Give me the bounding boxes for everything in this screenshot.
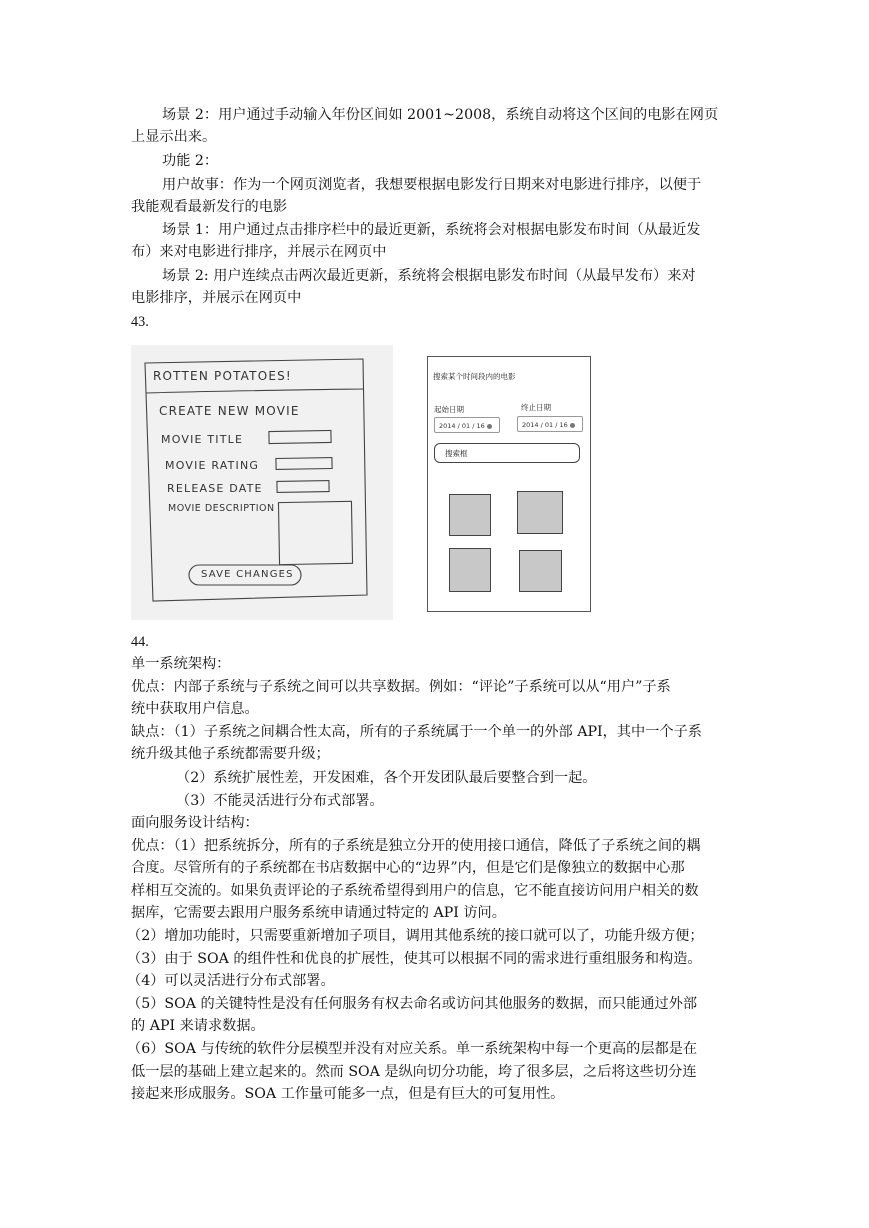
end-date-field[interactable]	[517, 416, 583, 432]
paragraph: 用户故事：作为一个网页浏览者，我想要根据电影发行日期来对电影进行排序，以便于	[162, 177, 702, 193]
end-date-value: 2014 / 01 / 16	[522, 421, 568, 429]
movie-thumbnail[interactable]	[449, 494, 491, 536]
sketch-field-label: MOVIE TITLE	[161, 433, 244, 446]
paragraph: 样相互交流的。如果负责评论的子系统希望得到用户的信息，它不能直接访问用户相关的数	[131, 883, 699, 899]
paragraph: （3）由于 SOA 的组件性和优良的扩展性，使其可以根据不同的需求进行重组服务和构造。	[127, 951, 702, 967]
mockup-title: 搜索某个时间段内的电影	[433, 372, 516, 381]
paragraph: 上显示出来。	[131, 129, 217, 145]
paragraph: 场景 1：用户通过点击排序栏中的最近更新，系统将会对根据电影发布时间（从最近发	[162, 222, 701, 238]
movie-thumbnail[interactable]	[517, 491, 563, 534]
clear-icon	[487, 424, 492, 429]
sketch-field-label: MOVIE RATING	[165, 459, 260, 472]
paragraph: 合度。尽管所有的子系统都在书店数据中心的“边界”内，但是它们是像独立的数据中心那	[131, 860, 685, 876]
sketch-heading: CREATE NEW MOVIE	[159, 404, 300, 418]
paragraph: （2）增加功能时，只需要重新增加子项目，调用其他系统的接口就可以了，功能升级方便；	[127, 928, 704, 944]
paragraph: 统中获取用户信息。	[131, 701, 259, 717]
start-date-label: 起始日期	[434, 405, 464, 414]
paragraph: 我能观看最新发行的电影	[131, 199, 288, 215]
paragraph: 统升级其他子系统都需要升级；	[131, 746, 330, 762]
hand-sketch-figure	[131, 345, 393, 620]
paragraph: 布）来对电影进行排序，并展示在网页中	[131, 244, 387, 260]
item-number: 43.	[131, 314, 149, 330]
paragraph: 功能 2：	[162, 153, 219, 169]
sketch-field-label: MOVIE DESCRIPTION	[168, 503, 275, 514]
section-heading: 面向服务设计结构：	[131, 815, 259, 831]
clear-icon	[570, 423, 575, 428]
search-mockup-figure	[427, 356, 591, 612]
paragraph: 缺点：（1）子系统之间耦合性太高，所有的子系统属于一个单一的外部 API，其中一个子系	[131, 724, 702, 740]
section-heading: 单一系统架构：	[131, 656, 231, 672]
paragraph: （5）SOA 的关键特性是没有任何服务有权去命名或访问其他服务的数据，而只能通过外部	[127, 996, 698, 1012]
sketch-save-label: SAVE CHANGES	[201, 569, 294, 580]
paragraph: 的 API 来请求数据。	[131, 1018, 265, 1034]
search-box[interactable]: 搜索框	[434, 443, 580, 463]
start-date-value: 2014 / 01 / 16	[439, 422, 485, 430]
paragraph: （6）SOA 与传统的软件分层模型并没有对应关系。单一系统架构中每一个更高的层都是在	[127, 1041, 698, 1057]
paragraph: 据库，它需要去跟用户服务系统申请通过特定的 API 访问。	[131, 905, 506, 921]
paragraph: （4）可以灵活进行分布式部署。	[127, 973, 335, 989]
end-date-label: 终止日期	[521, 403, 551, 412]
paragraph: 低一层的基础上建立起来的。然而 SOA 是纵向切分功能，垮了很多层，之后将这些切分连	[131, 1064, 697, 1080]
start-date-field[interactable]	[434, 417, 500, 433]
paragraph: 场景 2: 用户连续点击两次最近更新，系统将会根据电影发布时间（从最早发布）来对	[162, 268, 696, 284]
paragraph: 接起来形成服务。SOA 工作量可能多一点，但是有巨大的可复用性。	[131, 1086, 565, 1102]
movie-thumbnail[interactable]	[449, 548, 491, 592]
paragraph: 优点：内部子系统与子系统之间可以共享数据。例如：“评论”子系统可以从“用户”子系	[131, 679, 671, 695]
paragraph: 优点：（1）把系统拆分，所有的子系统是独立分开的使用接口通信，降低了子系统之间的耦	[131, 838, 701, 854]
paragraph: （2）系统扩展性差，开发困难，各个开发团队最后要整合到一起。	[176, 770, 597, 786]
paragraph: 电影排序，并展示在网页中	[131, 290, 302, 306]
movie-thumbnail[interactable]	[519, 550, 562, 592]
item-number: 44.	[131, 634, 149, 650]
sketch-field-label: RELEASE DATE	[167, 482, 263, 495]
sketch-title: ROTTEN POTATOES!	[153, 369, 292, 383]
paragraph: （3）不能灵活进行分布式部署。	[176, 793, 384, 809]
paragraph: 场景 2：用户通过手动输入年份区间如 2001~2008，系统自动将这个区间的电影在网页	[162, 107, 719, 123]
